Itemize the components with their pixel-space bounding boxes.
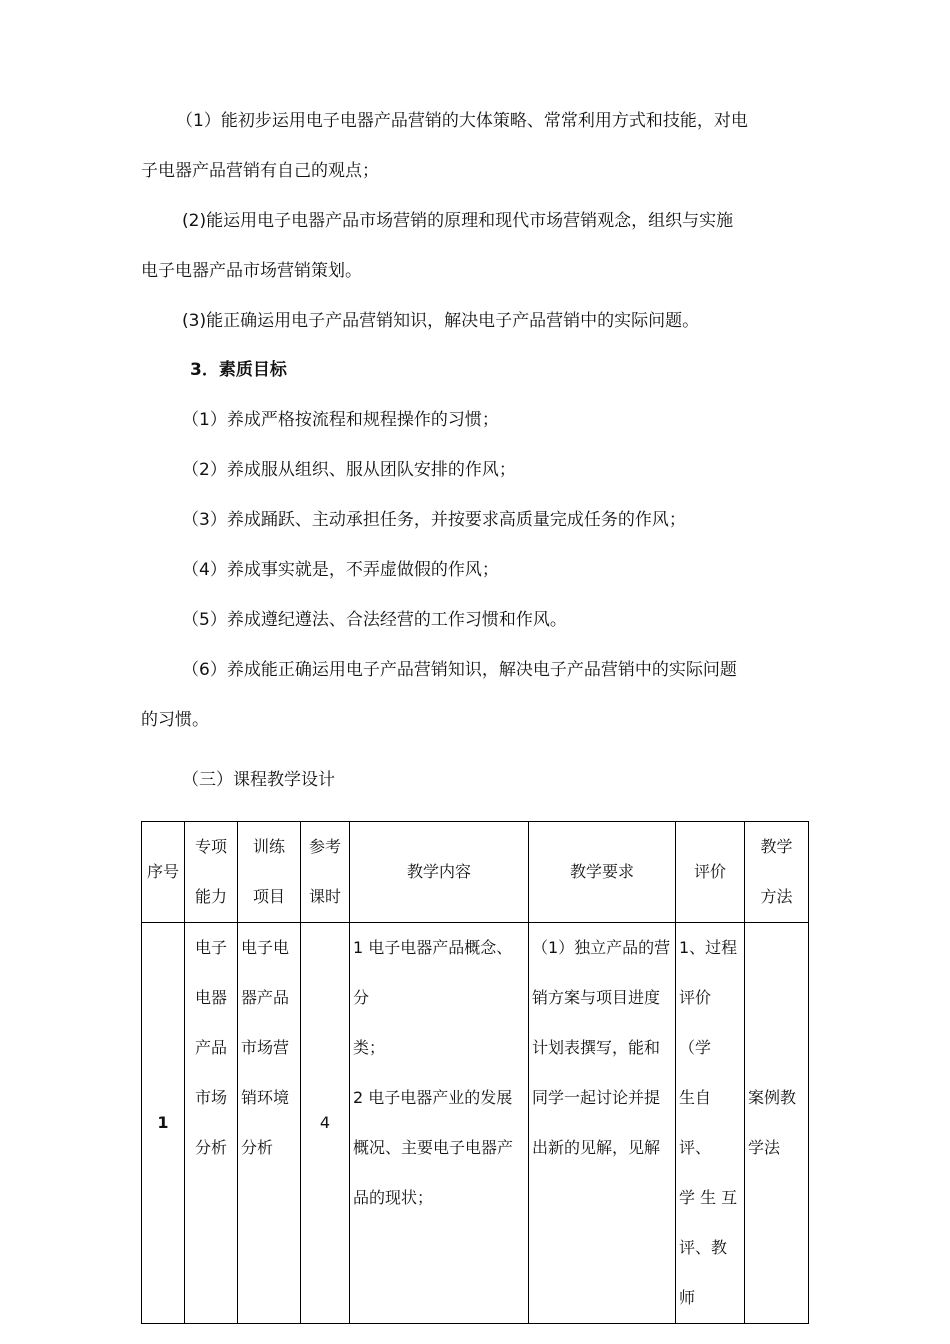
header-content: 教学内容 <box>350 822 529 923</box>
paragraph-line: 电子电器产品市场营销策划。 <box>141 261 362 281</box>
quality-goals-heading: 3．素质目标 <box>190 360 287 380</box>
header-ability: 专项 能力 <box>185 822 238 923</box>
row-project: 电子电 器产品 市场营 销环境 分析 <box>238 923 301 1324</box>
header-hours: 参考 课时 <box>301 822 350 923</box>
quality-item: （5）养成遵纪遵法、合法经营的工作习惯和作风。 <box>182 610 567 630</box>
paragraph-line: （1）能初步运用电子电器产品营销的大体策略、常常利用方式和技能，对电 <box>176 111 748 131</box>
quality-item: 的习惯。 <box>141 710 209 730</box>
row-requirements: （1）独立产品的营 销方案与项目进度 计划表撰写，能和 同学一起讨论并提 出新的见解，见解 <box>529 923 676 1324</box>
section-title: （三）课程教学设计 <box>182 770 335 790</box>
paragraph-line: (3)能正确运用电子产品营销知识，解决电子产品营销中的实际问题。 <box>182 311 700 331</box>
quality-item: （3）养成踊跃、主动承担任务，并按要求高质量完成任务的作风； <box>182 510 686 530</box>
quality-item: （6）养成能正确运用电子产品营销知识，解决电子产品营销中的实际问题 <box>182 660 737 680</box>
row-hours: 4 <box>301 923 350 1324</box>
row-seq: 1 <box>142 923 185 1324</box>
quality-item: （1）养成严格按流程和规程操作的习惯； <box>182 410 499 430</box>
quality-item: （2）养成服从组织、服从团队安排的作风； <box>182 460 516 480</box>
row-content: 1 电子电器产品概念、分 类； 2 电子电器产业的发展 概况、主要电子电器产 品的现状； <box>350 923 529 1324</box>
table-row <box>142 923 809 1324</box>
paragraph-line: (2)能运用电子电器产品市场营销的原理和现代市场营销观念，组织与实施 <box>182 211 734 231</box>
row-evaluation: 1、过程 评价（学 生自评、 学 生 互 评、教师 <box>676 923 745 1324</box>
header-requirements: 教学要求 <box>529 822 676 923</box>
course-design-table <box>141 821 809 1324</box>
header-method: 教学 方法 <box>745 822 809 923</box>
row-method: 案例教 学法 <box>745 923 809 1324</box>
header-evaluation: 评价 <box>676 822 745 923</box>
quality-item: （4）养成事实就是，不弄虚做假的作风； <box>182 560 499 580</box>
header-seq: 序号 <box>142 822 185 923</box>
row-ability: 电子 电器 产品 市场 分析 <box>185 923 238 1324</box>
paragraph-line: 子电器产品营销有自己的观点； <box>141 161 379 181</box>
table-header-row <box>142 822 809 923</box>
header-project: 训练 项目 <box>238 822 301 923</box>
